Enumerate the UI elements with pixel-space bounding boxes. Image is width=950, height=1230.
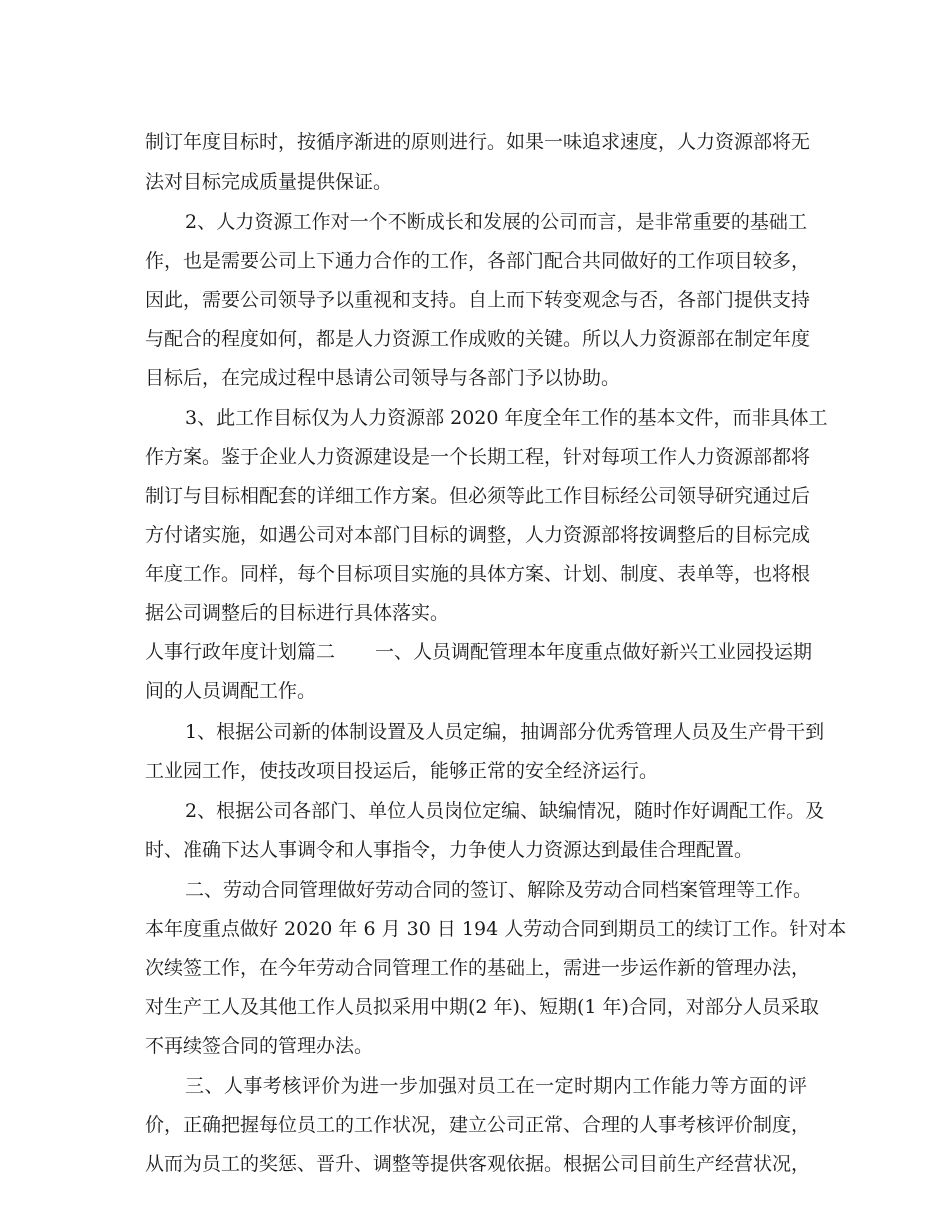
paragraph-line: 作，也是需要公司上下通力合作的工作，各部门配合共同做好的工作项目较多，: [145, 250, 811, 272]
paragraph-line: 作方案。鉴于企业人力资源建设是一个长期工程，针对每项工作人力资源部都将: [145, 446, 811, 468]
paragraph-line: 从而为员工的奖惩、晋升、调整等提供客观依据。根据公司目前生产经营状况，: [145, 1153, 811, 1175]
paragraph-line: 制订年度目标时，按循序渐进的原则进行。如果一味追求速度，人力资源部将无: [145, 131, 811, 153]
paragraph-line: 2、人力资源工作对一个不断成长和发展的公司而言，是非常重要的基础工: [185, 211, 807, 233]
section-intro: 一、人员调配管理本年度重点做好新兴工业园投运期: [375, 641, 813, 663]
paragraph-line: 3、此工作目标仅为人力资源部 2020 年度全年工作的基本文件，而非具体工: [185, 407, 828, 429]
paragraph-line: 目标后，在完成过程中恳请公司领导与各部门予以协助。: [145, 367, 621, 389]
paragraph-line: 与配合的程度如何，都是人力资源工作成败的关键。所以人力资源部在制定年度: [145, 328, 811, 350]
paragraph-line: 2、根据公司各部门、单位人员岗位定编、缺编情况，随时作好调配工作。及: [185, 800, 825, 822]
paragraph-line: 因此，需要公司领导予以重视和支持。自上而下转变观念与否，各部门提供支持: [145, 289, 811, 311]
paragraph-line: 据公司调整后的目标进行具体落实。: [145, 602, 450, 624]
paragraph-line: 对生产工人及其他工作人员拟采用中期(2 年)、短期(1 年)合同，对部分人员采取: [145, 996, 819, 1018]
paragraph-line: 不再续签合同的管理办法。: [145, 1035, 374, 1057]
section-title: 人事行政年度计划篇二: [145, 641, 336, 663]
paragraph-line: 本年度重点做好 2020 年 6 月 30 日 194 人劳动合同到期员工的续订工作。针对本: [145, 918, 847, 940]
paragraph-line: 间的人员调配工作。: [145, 680, 317, 702]
paragraph-line: 工业园工作，使技改项目投运后，能够正常的安全经济运行。: [145, 760, 659, 782]
paragraph-line: 价，正确把握每位员工的工作状况，建立公司正常、合理的人事考核评价制度，: [145, 1114, 811, 1136]
paragraph-line: 法对目标完成质量提供保证。: [145, 171, 393, 193]
paragraph-line: 次续签工作，在今年劳动合同管理工作的基础上，需进一步运作新的管理办法，: [145, 957, 811, 979]
paragraph-line: 三、人事考核评价为进一步加强对员工在一定时期内工作能力等方面的评: [185, 1075, 807, 1097]
paragraph-line: 1、根据公司新的体制设置及人员定编，抽调部分优秀管理人员及生产骨干到: [185, 721, 825, 743]
paragraph-line: 方付诸实施，如遇公司对本部门目标的调整，人力资源部将按调整后的目标完成: [145, 524, 811, 546]
paragraph-line: 时、准确下达人事调令和人事指令，力争使人力资源达到最佳合理配置。: [145, 839, 754, 861]
paragraph-line: 二、劳动合同管理做好劳动合同的签订、解除及劳动合同档案管理等工作。: [185, 879, 813, 901]
paragraph-line: 年度工作。同样，每个目标项目实施的具体方案、计划、制度、表单等，也将根: [145, 563, 811, 585]
paragraph-line: 制订与目标相配套的详细工作方案。但必须等此工作目标经公司领导研究通过后: [145, 485, 811, 507]
section-heading-line: [145, 640, 813, 664]
